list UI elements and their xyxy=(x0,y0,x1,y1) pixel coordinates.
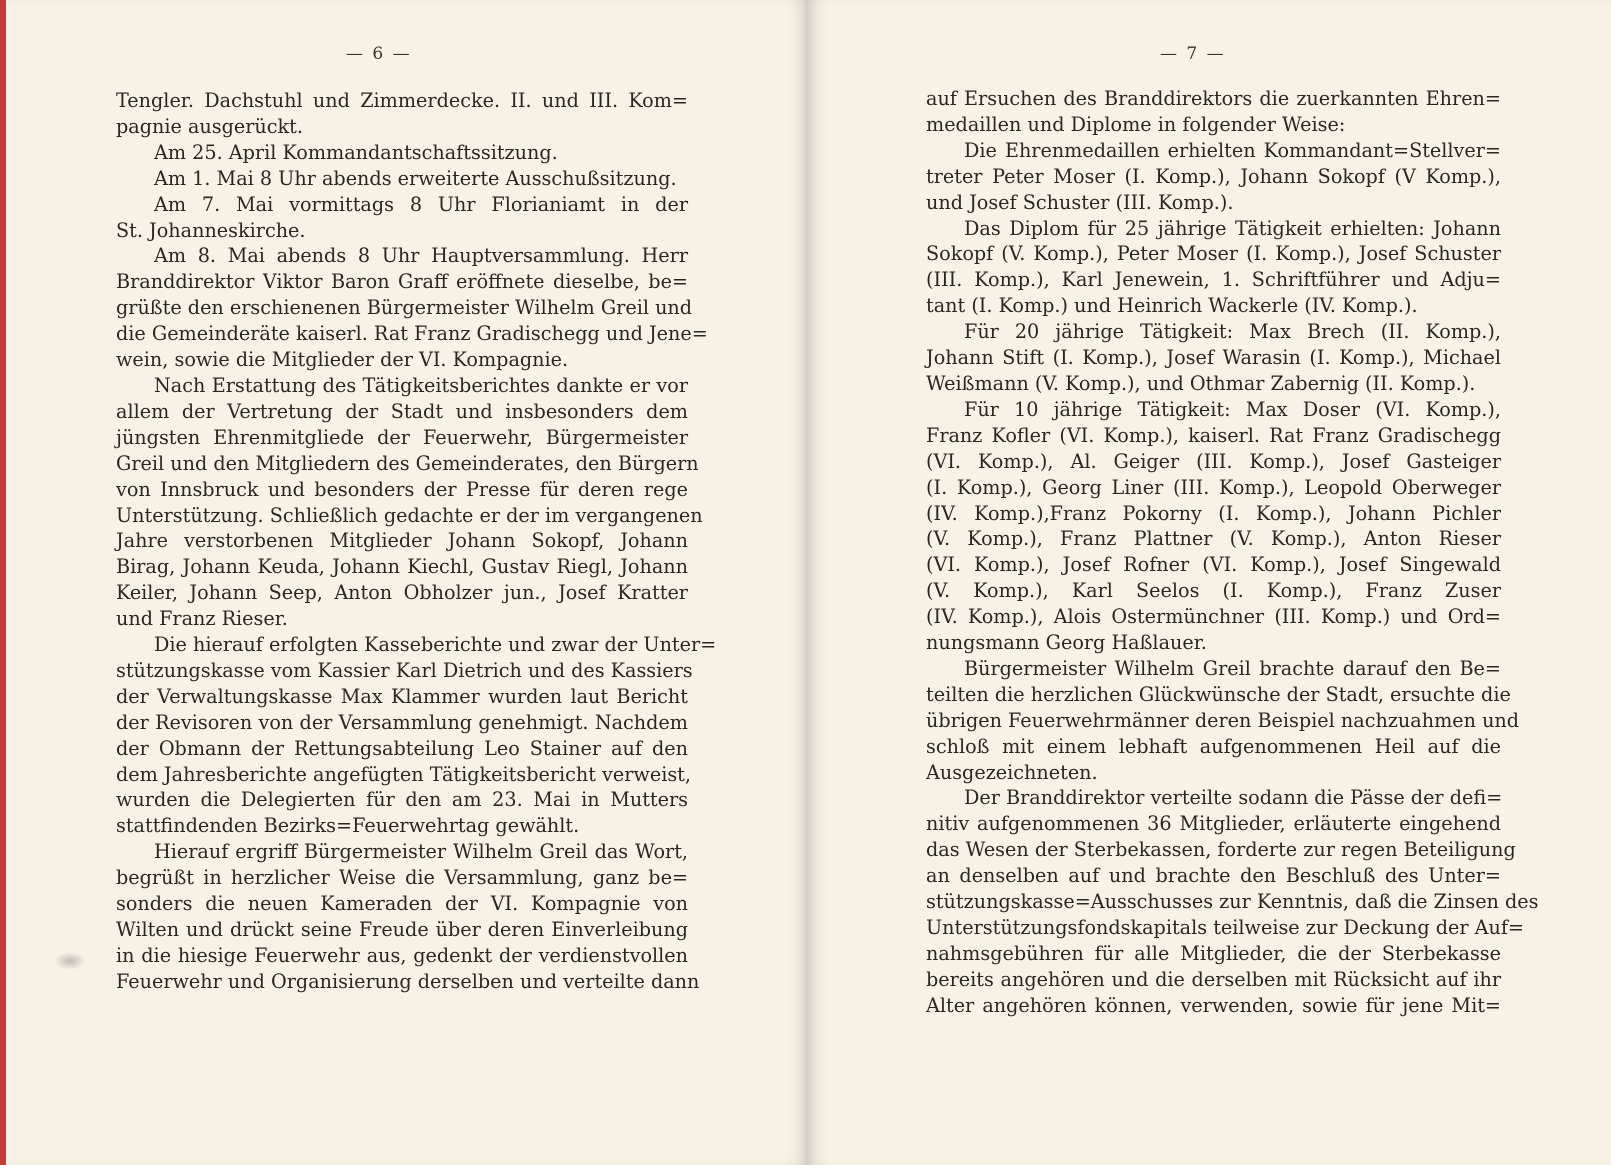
text-line: (IV. Komp.),Franz Pokorny (I. Komp.), Johann Pichler xyxy=(926,501,1501,525)
text-line: Am 7. Mai vormittags 8 Uhr Florianiamt in der xyxy=(154,192,688,216)
text-line: Weißmann (V. Komp.), und Othmar Zabernig (II. Komp.). xyxy=(926,371,1476,395)
text-line: (III. Komp.), Karl Jenewein, 1. Schriftführer und Adju= xyxy=(926,268,1501,292)
text-line: dem Jahresberichte angefügten Tätigkeitsbericht verweist, xyxy=(116,762,691,786)
text-line: nitiv aufgenommenen 36 Mitglieder, erläuterte eingehend xyxy=(926,812,1501,836)
text-line: allem der Vertretung der Stadt und insbesonders dem xyxy=(116,399,688,423)
text-line: jüngsten Ehrenmitgliede der Feuerwehr, Bürgermeister xyxy=(116,425,688,449)
text-line: Die hierauf erfolgten Kasseberichte und zwar der Unter= xyxy=(154,633,717,657)
text-line: stützungskasse=Ausschusses zur Kenntnis, daß die Zinsen des xyxy=(926,890,1539,914)
text-line: der Revisoren von der Versammlung genehmigt. Nachdem xyxy=(116,710,688,734)
text-line: nahmsgebühren für alle Mitglieder, die der Sterbekasse xyxy=(926,941,1501,965)
text-line: an denselben auf und brachte den Beschluß des Unter= xyxy=(926,864,1501,888)
text-line: Jahre verstorbenen Mitglieder Johann Sokopf, Johann xyxy=(116,529,688,553)
text-line: Johann Stift (I. Komp.), Josef Warasin (I. Komp.), Michael xyxy=(926,346,1501,370)
text-line: übrigen Feuerwehrmänner deren Beispiel nachzuahmen und xyxy=(926,708,1520,732)
text-line: Hierauf ergriff Bürgermeister Wilhelm Greil das Wort, xyxy=(154,840,688,864)
text-line: grüßte den erschienenen Bürgermeister Wilhelm Greil und xyxy=(116,296,693,320)
text-line: Am 8. Mai abends 8 Uhr Hauptversammlung. Herr xyxy=(154,244,688,268)
text-line: Greil und den Mitgliedern des Gemeinderates, den Bürgern xyxy=(116,451,699,475)
right-page xyxy=(808,0,1611,1165)
text-line: nungsmann Georg Haßlauer. xyxy=(926,631,1207,655)
text-line: schloß mit einem lebhaft aufgenommenen Heil auf die xyxy=(926,734,1501,758)
text-line: Am 25. April Kommandantschaftssitzung. xyxy=(154,140,558,164)
text-line: St. Johanneskirche. xyxy=(116,218,306,242)
text-line: Sokopf (V. Komp.), Peter Moser (I. Komp.), Josef Schuster xyxy=(926,242,1501,266)
text-line: Unterstützungsfondskapitals teilweise zur Deckung der Auf= xyxy=(926,916,1525,939)
page-number: — 6 — xyxy=(346,44,412,64)
text-line: wurden die Delegierten für den am 23. Mai in Mutters xyxy=(116,788,688,812)
text-line: pagnie ausgerückt. xyxy=(116,114,303,138)
text-line: von Innsbruck und besonders der Presse für deren rege xyxy=(116,477,688,501)
text-line: teilten die herzlichen Glückwünsche der Stadt, ersuchte die xyxy=(926,682,1511,706)
text-line: Feuerwehr und Organisierung derselben und verteilte dann xyxy=(116,969,700,993)
text-line: (V. Komp.), Karl Seelos (I. Komp.), Franz Zuser xyxy=(926,579,1501,603)
text-line: Für 20 jährige Tätigkeit: Max Brech (II. Komp.), xyxy=(964,320,1501,344)
text-line: stattfindenden Bezirks=Feuerwehrtag gewählt. xyxy=(116,814,580,838)
text-line: das Wesen der Sterbekassen, forderte zur regen Beteiligung xyxy=(926,838,1516,862)
text-line: Wilten und drückt seine Freude über deren Einverleibung xyxy=(116,918,688,941)
text-line: und Josef Schuster (III. Komp.). xyxy=(926,190,1234,214)
text-line: (VI. Komp.), Al. Geiger (III. Komp.), Josef Gasteiger xyxy=(926,449,1501,473)
text-line: Unterstützung. Schließlich gedachte er der im vergangenen xyxy=(116,503,703,527)
text-line: (IV. Komp.), Alois Ostermünchner (III. Komp.) und Ord= xyxy=(926,605,1501,629)
text-line: Branddirektor Viktor Baron Graff eröffnete dieselbe, be= xyxy=(116,270,688,294)
text-line: Nach Erstattung des Tätigkeitsberichtes dankte er vor xyxy=(154,373,688,397)
text-line: stützungskasse vom Kassier Karl Dietrich und des Kassiers xyxy=(116,658,693,682)
text-line: Der Branddirektor verteilte sodann die Pässe der defi= xyxy=(964,786,1503,810)
text-line: der Verwaltungskasse Max Klammer wurden laut Bericht xyxy=(116,684,688,708)
text-line: Bürgermeister Wilhelm Greil brachte darauf den Be= xyxy=(964,656,1501,680)
text-line: Am 1. Mai 8 Uhr abends erweiterte Ausschußsitzung. xyxy=(154,166,677,190)
text-line: Birag, Johann Keuda, Johann Kiechl, Gustav Riegl, Johann xyxy=(116,555,688,579)
text-line: wein, sowie die Mitglieder der VI. Kompagnie. xyxy=(116,348,569,372)
text-line: bereits angehören und die derselben mit Rücksicht auf ihr xyxy=(926,967,1501,991)
text-line: (VI. Komp.), Josef Rofner (VI. Komp.), Josef Singewald xyxy=(926,553,1501,577)
text-line: und Franz Rieser. xyxy=(116,607,288,631)
text-line: Alter angehören können, verwenden, sowie für jene Mit= xyxy=(926,993,1501,1017)
text-line: Die Ehrenmedaillen erhielten Kommandant=Stellver= xyxy=(964,138,1501,162)
text-line: sonders die neuen Kameraden der VI. Kompagnie von xyxy=(116,892,688,916)
text-line: Franz Kofler (VI. Komp.), kaiserl. Rat Franz Gradischegg xyxy=(926,423,1501,447)
page-number: — 7 — xyxy=(1160,44,1226,64)
text-line: Das Diplom für 25 jährige Tätigkeit erhielten: Johann xyxy=(964,216,1501,240)
text-line: Keiler, Johann Seep, Anton Obholzer jun., Josef Kratter xyxy=(116,581,688,605)
text-line: (I. Komp.), Georg Liner (III. Komp.), Leopold Oberweger xyxy=(926,475,1501,499)
page-body-text xyxy=(116,88,717,995)
ink-smudge xyxy=(54,952,86,970)
text-line: treter Peter Moser (I. Komp.), Johann Sokopf (V Komp.), xyxy=(926,164,1501,188)
text-line: (V. Komp.), Franz Plattner (V. Komp.), Anton Rieser xyxy=(926,527,1501,551)
text-line: Ausgezeichneten. xyxy=(926,760,1098,784)
text-line: der Obmann der Rettungsabteilung Leo Stainer auf den xyxy=(116,736,688,760)
text-line: tant (I. Komp.) und Heinrich Wackerle (IV. Komp.). xyxy=(926,294,1418,318)
text-line: in die hiesige Feuerwehr aus, gedenkt der verdienstvollen xyxy=(116,943,688,967)
text-line: Für 10 jährige Tätigkeit: Max Doser (VI. Komp.), xyxy=(964,397,1501,421)
text-line: Tengler. Dachstuhl und Zimmerdecke. II. und III. Kom= xyxy=(116,89,688,112)
page-body-text xyxy=(926,86,1539,1019)
text-line: auf Ersuchen des Branddirektors die zuerkannten Ehren= xyxy=(926,87,1501,110)
text-line: die Gemeinderäte kaiserl. Rat Franz Gradischegg und Jene= xyxy=(116,322,708,346)
text-line: medaillen und Diplome in folgender Weise: xyxy=(926,112,1346,136)
text-line: begrüßt in herzlicher Weise die Versammlung, ganz be= xyxy=(116,866,688,890)
